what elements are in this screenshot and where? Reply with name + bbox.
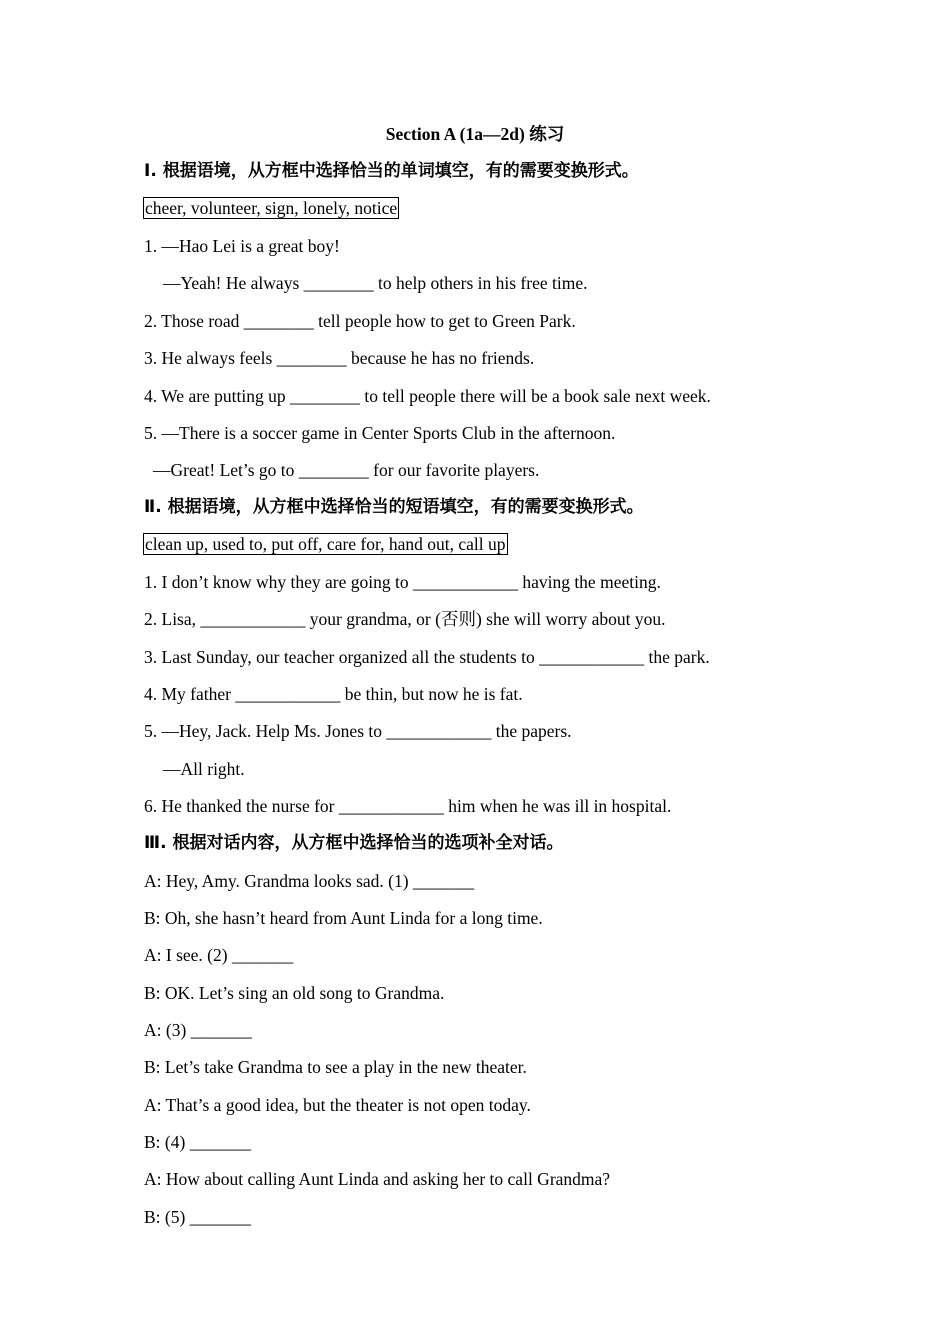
part1-item-3: 3. He always feels ________ because he has no friends.: [144, 348, 535, 368]
part2-item-5: 5. —Hey, Jack. Help Ms. Jones to ____________ the papers.: [144, 721, 572, 741]
part1-item-5: 5. —There is a soccer game in Center Sports Club in the afternoon.: [144, 423, 616, 443]
part1-item-1-reply: —Yeah! He always ________ to help others in his free time.: [163, 273, 588, 293]
dialogue-line-6: B: Let’s take Grandma to see a play in the new theater.: [144, 1057, 527, 1077]
part2-phrase-box: [143, 533, 508, 555]
part1-item-5-reply: —Great! Let’s go to ________ for our favorite players.: [153, 460, 540, 480]
dialogue-line-7: A: That’s a good idea, but the theater is not open today.: [144, 1095, 531, 1115]
dialogue-line-10: B: (5) _______: [144, 1207, 251, 1227]
part1-heading: Ⅰ. 根据语境，从方框中选择恰当的单词填空，有的需要变换形式。: [144, 161, 639, 181]
part2-item-3: 3. Last Sunday, our teacher organized all the students to ____________ the park.: [144, 647, 710, 667]
part2-heading: Ⅱ. 根据语境，从方框中选择恰当的短语填空，有的需要变换形式。: [144, 497, 644, 517]
dialogue-line-3: A: I see. (2) _______: [144, 945, 294, 965]
dialogue-line-8: B: (4) _______: [144, 1132, 251, 1152]
part3-heading: Ⅲ. 根据对话内容，从方框中选择恰当的选项补全对话。: [144, 833, 564, 853]
part2-item-6: 6. He thanked the nurse for ____________ him when he was ill in hospital.: [144, 796, 672, 816]
part1-item-4: 4. We are putting up ________ to tell people there will be a book sale next week.: [144, 386, 711, 406]
dialogue-line-2: B: Oh, she hasn’t heard from Aunt Linda for a long time.: [144, 908, 543, 928]
page-title: Section A (1a—2d) 练习: [385, 124, 565, 144]
word-box-text: cheer, volunteer, sign, lonely, notice: [145, 198, 398, 218]
part2-item-5-reply: —All right.: [163, 759, 245, 779]
part2-item-1: 1. I don’t know why they are going to ____________ having the meeting.: [144, 572, 661, 592]
part1-item-1: 1. —Hao Lei is a great boy!: [144, 236, 340, 256]
part2-item-2: 2. Lisa, ____________ your grandma, or (否则) she will worry about you.: [144, 609, 666, 629]
dialogue-line-9: A: How about calling Aunt Linda and asking her to call Grandma?: [144, 1169, 611, 1189]
part2-item-4: 4. My father ____________ be thin, but now he is fat.: [144, 684, 523, 704]
part1-word-box: [143, 197, 399, 219]
dialogue-line-5: A: (3) _______: [144, 1020, 252, 1040]
part1-item-2: 2. Those road ________ tell people how to get to Green Park.: [144, 311, 576, 331]
dialogue-line-4: B: OK. Let’s sing an old song to Grandma.: [144, 983, 445, 1003]
dialogue-line-1: A: Hey, Amy. Grandma looks sad. (1) _______: [144, 871, 475, 891]
phrase-box-text: clean up, used to, put off, care for, hand out, call up: [145, 534, 506, 554]
